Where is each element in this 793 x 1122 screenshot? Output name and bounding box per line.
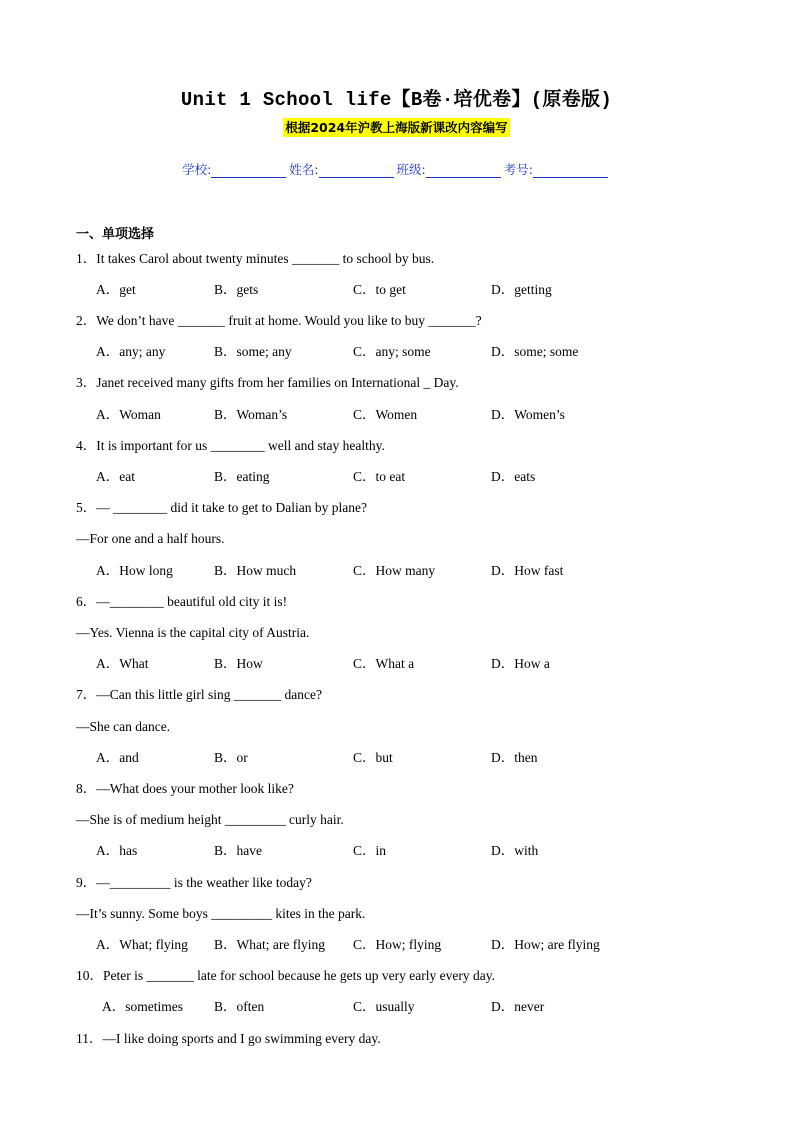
option-c[interactable]: C．but [353,750,393,765]
question-7-stem: 7．—Can this little girl sing _______ dance? [76,687,322,702]
option-b[interactable]: B．What; are flying [214,937,325,952]
option-b[interactable]: B．often [214,999,265,1014]
section-title: 一、单项选择 [76,227,155,242]
question-7-line-2: —She can dance. [76,719,171,734]
option-c[interactable]: C．in [353,843,387,858]
question-1-options [96,281,696,299]
question-3-stem: 3．Janet received many gifts from her families on International _ Day. [76,375,459,390]
subtitle-highlight: 根据2024年沪教上海版新课改内容编写 [285,120,508,135]
question-6-line-2: —Yes. Vienna is the capital city of Austria. [76,625,310,640]
school-label: 学校: [182,162,212,177]
option-d[interactable]: D．getting [491,282,552,297]
option-b[interactable]: B．How much [214,563,297,578]
question-9-options [96,936,696,954]
question-8-stem: 8．—What does your mother look like? [76,781,294,796]
option-b[interactable]: B．Woman’s [214,407,288,422]
option-d[interactable]: D．then [491,750,538,765]
question-5-line-2: —For one and a half hours. [76,531,225,546]
option-a[interactable]: A．any; any [96,344,166,359]
school-field[interactable] [211,163,286,178]
question-8-line-2: —She is of medium height _________ curly hair. [76,812,344,827]
option-a[interactable]: A．has [96,843,138,858]
question-9-stem: 9．—_________ is the weather like today? [76,875,312,890]
option-d[interactable]: D．eats [491,469,536,484]
option-b[interactable]: B．or [214,750,248,765]
question-10-options [102,998,702,1016]
question-8-options [96,842,696,860]
exam-number-field[interactable] [533,163,608,178]
class-field[interactable] [426,163,501,178]
option-c[interactable]: C．How; flying [353,937,442,952]
option-d[interactable]: D．with [491,843,539,858]
question-5-stem: 5．— ________ did it take to get to Dalian by plane? [76,500,367,515]
option-d[interactable]: D．How a [491,656,550,671]
question-4-stem: 4．It is important for us ________ well and stay healthy. [76,438,385,453]
student-info-row [0,160,793,178]
option-c[interactable]: C．usually [353,999,415,1014]
question-2-options [96,343,696,361]
exam-number-label: 考号: [503,162,533,177]
option-d[interactable]: D．never [491,999,545,1014]
question-5-options [96,562,696,580]
option-b[interactable]: B．gets [214,282,259,297]
class-label: 班级: [396,162,426,177]
option-d[interactable]: D．Women’s [491,407,565,422]
option-c[interactable]: C．any; some [353,344,431,359]
question-10-stem: 10．Peter is _______ late for school because he gets up very early every day. [76,968,495,983]
question-1-stem: 1．It takes Carol about twenty minutes _______ to school by bus. [76,251,435,266]
option-c[interactable]: C．What a [353,656,415,671]
option-c[interactable]: C．to get [353,282,406,297]
question-11-stem: 11．—I like doing sports and I go swimming every day. [76,1031,381,1046]
option-c[interactable]: C．How many [353,563,436,578]
option-d[interactable]: D．How; are flying [491,937,600,952]
question-6-options [96,655,696,673]
option-c[interactable]: C．to eat [353,469,406,484]
question-6-stem: 6．—________ beautiful old city it is! [76,594,288,609]
option-b[interactable]: B．some; any [214,344,292,359]
name-field[interactable] [319,163,394,178]
option-d[interactable]: D．How fast [491,563,564,578]
option-a[interactable]: A．What; flying [96,937,188,952]
question-2-stem: 2．We don’t have _______ fruit at home. Would you like to buy _______? [76,313,482,328]
option-a[interactable]: A．and [96,750,139,765]
question-4-options [96,468,696,486]
option-a[interactable]: A．get [96,282,136,297]
option-c[interactable]: C．Women [353,407,418,422]
page-title: Unit 1 School life【B卷·培优卷】(原卷版) [180,89,613,111]
option-a[interactable]: A．Woman [96,407,161,422]
option-a[interactable]: A．sometimes [102,999,183,1014]
question-3-options [96,406,696,424]
option-b[interactable]: B．How [214,656,263,671]
option-d[interactable]: D．some; some [491,344,579,359]
question-9-line-2: —It’s sunny. Some boys _________ kites in the park. [76,906,366,921]
option-a[interactable]: A．What [96,656,149,671]
question-7-options [96,749,696,767]
option-a[interactable]: A．eat [96,469,135,484]
option-a[interactable]: A．How long [96,563,173,578]
name-label: 姓名: [289,162,319,177]
option-b[interactable]: B．have [214,843,262,858]
option-b[interactable]: B．eating [214,469,270,484]
